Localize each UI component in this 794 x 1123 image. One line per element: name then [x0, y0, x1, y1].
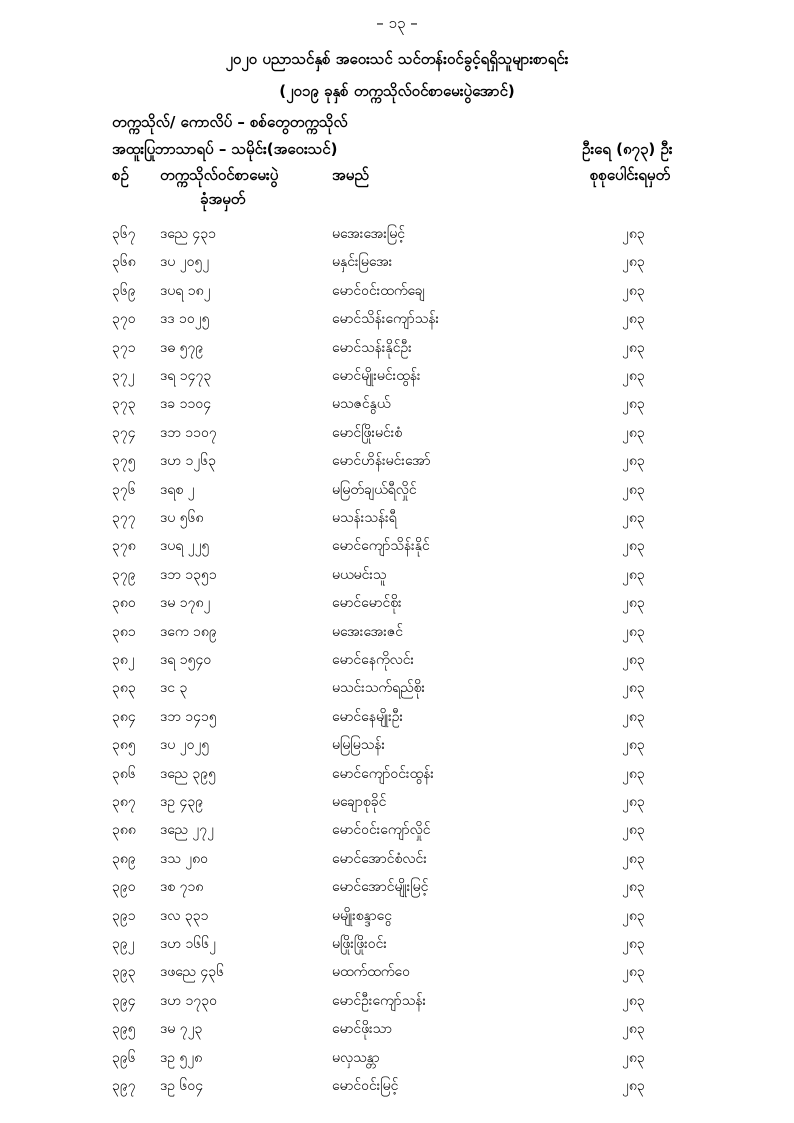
total-score: ၂၈၃: [622, 737, 645, 754]
student-name: မောင်ဝင်းမြင့်: [332, 1078, 399, 1094]
table-row: [0, 394, 794, 422]
table-row: [0, 536, 794, 564]
total-score: ၂၈၃: [622, 822, 645, 839]
student-name: မသဇင်နွယ်: [332, 396, 391, 413]
table-row: [0, 622, 794, 650]
table-row: [0, 224, 794, 252]
table-row: [0, 934, 794, 962]
page-number: – ၁၃ –: [376, 14, 418, 32]
student-name: မောင်ဖိုးသာ: [332, 1021, 392, 1038]
row-number: ၃၇၉: [112, 566, 136, 583]
roll-number: ဒညေ ၄၃၁: [160, 226, 216, 242]
roll-number: ဒဟ ၁၂၆၃: [160, 453, 216, 470]
student-name: မောင်မောင်စိုး: [332, 595, 402, 612]
roll-number: ဒဓ ၅၇၉: [160, 339, 204, 356]
table-row: [0, 480, 794, 508]
student-name: မောင်အောင်မျိုးမြင့်: [332, 879, 429, 896]
roll-number: ဒဘ ၁၁၀၇: [160, 424, 217, 441]
roll-number: ဒညေ ၂၇၂: [160, 822, 214, 839]
roll-number: ဒမ ၇၂၃: [160, 1021, 203, 1038]
roll-number: ဒပ ၂၀၂၅: [160, 737, 210, 754]
row-number: ၃၈၆: [112, 765, 136, 782]
total-score: ၂၈၃: [622, 254, 645, 271]
table-row: [0, 678, 794, 706]
total-score: ၂၈၃: [622, 850, 645, 867]
student-name: မောင်ဖြိုးမင်းစံ: [332, 424, 403, 441]
header-roll-line2: ခုံအမှတ်: [200, 190, 246, 208]
table-row: [0, 338, 794, 366]
roll-number: ဒဥ ၄၃၉: [160, 794, 204, 810]
document-title: ၂၀၂၀ ပညာသင်နှစ် အဝေးသင် သင်တန်းဝင်ခွင့်ရရှိသူများစာရင်း: [225, 50, 569, 68]
student-name: မောင်ဝင်းကျော်လှိုင်: [332, 822, 431, 839]
total-score: ၂၈၃: [622, 1021, 645, 1038]
total-score: ၂၈၃: [622, 879, 645, 896]
total-score: ၂၈၃: [622, 538, 645, 555]
table-row: [0, 849, 794, 877]
student-name: မောင်ကျော်သိန်းနိုင်: [332, 538, 430, 555]
student-name: မသင်းသက်ရည်စိုး: [332, 680, 426, 697]
table-row: [0, 962, 794, 990]
roll-number: ဒဒ ၁၀၂၅: [160, 311, 210, 328]
table-row: [0, 650, 794, 678]
total-score: ၂၈၃: [622, 282, 645, 299]
header-total: စုစုပေါင်းရမှတ်: [590, 166, 671, 184]
row-number: ၃၉၅: [112, 1021, 136, 1038]
row-number: ၃၈၉: [112, 850, 136, 867]
table-row: [0, 508, 794, 536]
table-row: [0, 792, 794, 820]
row-number: ၃၇၈: [112, 538, 136, 555]
table-row: [0, 1076, 794, 1104]
student-name: မထက်ထက်ဝေ: [332, 964, 410, 981]
total-score: ၂၈၃: [622, 510, 645, 526]
row-number: ၃၉၄: [112, 992, 136, 1009]
roll-number: ဒစ ၇၁၈: [160, 879, 204, 896]
table-row: [0, 451, 794, 479]
student-name: မောင်နေမျိုးဦး: [332, 708, 404, 725]
student-name: မောင်သိန်းကျော်သန်း: [332, 311, 440, 328]
table-row: [0, 565, 794, 593]
total-score: ၂၈၃: [622, 396, 645, 413]
roll-number: ဒရ ၁၄၇၃: [160, 368, 212, 384]
student-name: မောင်ဝင်းထက်ချေ: [332, 282, 425, 299]
table-row: [0, 991, 794, 1019]
row-number: ၃၇၃: [112, 396, 136, 413]
total-score: ၂၈၃: [622, 339, 645, 356]
row-number: ၃၇၆: [112, 481, 136, 498]
roll-number: ဒဥ ၅၂၈: [160, 1049, 203, 1066]
table-row: [0, 252, 794, 280]
student-name: မမြမြသန်း: [332, 737, 386, 754]
student-name: မလှသန္တာ: [332, 1049, 380, 1066]
roll-number: ဒဖညေ ၄၃၆: [160, 964, 224, 981]
university-line: တက္ကသိုလ်/ ကောလိပ် – စစ်တွေတက္ကသိုလ်: [112, 113, 348, 131]
table-row: [0, 366, 794, 394]
student-name: မအေးအေးမြင့်: [332, 226, 406, 242]
roll-number: ဒပရ ၁၈၂: [160, 282, 211, 299]
roll-number: ဒညေ ၃၉၅: [160, 765, 216, 782]
student-name: မမြတ်ချယ်ရီလှိုင်: [332, 481, 417, 498]
roll-number: ဒဘ ၁၄၁၅: [160, 708, 217, 725]
roll-number: ဒမ ၁၇၈၂: [160, 595, 211, 612]
total-score: ၂၈၃: [622, 1049, 645, 1066]
document-subtitle: (၂၀၁၉ ခုနှစ် တက္ကသိုလ်ဝင်စာမေးပွဲအောင်): [279, 82, 515, 100]
row-number: ၃၈၅: [112, 737, 136, 754]
roll-number: ဒဘ ၁၃၅၁: [160, 566, 217, 583]
table-row: [0, 281, 794, 309]
row-number: ၃၇၅: [112, 453, 136, 470]
row-number: ၃၆၉: [112, 282, 136, 299]
total-score: ၂၈၃: [622, 765, 645, 782]
student-name: မဖြိုးဖြိုးဝင်း: [332, 936, 387, 952]
header-no: စဉ်: [112, 166, 129, 184]
total-score: ၂၈၃: [622, 964, 645, 981]
roll-number: ဒကေ ၁၈၉: [160, 623, 217, 640]
table-row: [0, 820, 794, 848]
total-score: ၂၈၃: [622, 652, 645, 668]
table-row: [0, 309, 794, 337]
total-score: ၂၈၃: [622, 226, 645, 242]
row-number: ၃၇၂: [112, 368, 135, 384]
total-score: ၂၈၃: [622, 368, 645, 384]
student-name: မမျိုးစန္ဒာငွေ: [332, 907, 393, 924]
total-score: ၂၈၃: [622, 481, 645, 498]
row-number: ၃၇၀: [112, 311, 136, 328]
row-number: ၃၉၂: [112, 936, 135, 952]
count-label: ဦးရေ (၈၇၃) ဦး: [582, 140, 673, 158]
student-name: မအေးအေးဇင်: [332, 623, 404, 640]
row-number: ၃၈၀: [112, 595, 136, 612]
row-number: ၃၉၀: [112, 879, 136, 896]
roll-number: ဒရ ၁၅၄၀: [160, 652, 212, 668]
row-number: ၃၈၄: [112, 708, 136, 725]
total-score: ၂၈၃: [622, 595, 645, 612]
roll-number: ဒပ ၂၀၅၂: [160, 254, 210, 271]
roll-number: ဒင ၃: [160, 680, 188, 697]
total-score: ၂၈၃: [622, 936, 645, 952]
row-number: ၃၆၇: [112, 226, 136, 242]
roll-number: ဒသ ၂၈၀: [160, 850, 209, 867]
row-number: ၃၈၈: [112, 822, 136, 839]
roll-number: ဒပရ ၂၂၅: [160, 538, 210, 555]
table-row: [0, 423, 794, 451]
table-row: [0, 707, 794, 735]
table-row: [0, 764, 794, 792]
total-score: ၂၈၃: [622, 424, 645, 441]
roll-number: ဒဥ ၆၀၄: [160, 1078, 204, 1094]
table-row: [0, 1019, 794, 1047]
total-score: ၂၈၃: [622, 623, 645, 640]
table-row: [0, 1048, 794, 1076]
student-name: မောင်အောင်စံလင်း: [332, 850, 427, 867]
row-number: ၃၈၂: [112, 652, 135, 668]
total-score: ၂၈၃: [622, 794, 645, 810]
student-name: မနှင်းမြအေး: [332, 254, 393, 271]
student-name: မသန်းသန်းရီ: [332, 510, 397, 526]
subject-line: အထူးပြုဘာသာရပ် – သမိုင်း(အဝေးသင်): [112, 140, 338, 158]
table-row: [0, 735, 794, 763]
row-number: ၃၉၇: [112, 1078, 136, 1094]
table-row: [0, 593, 794, 621]
row-number: ၃၉၃: [112, 964, 136, 981]
total-score: ၂၈၃: [622, 1078, 645, 1094]
student-name: မောင်ဦးကျော်သန်း: [332, 992, 427, 1009]
row-number: ၃၈၁: [112, 623, 136, 640]
total-score: ၂၈၃: [622, 992, 645, 1009]
total-score: ၂၈၃: [622, 708, 645, 725]
roll-number: ဒဟ ၁၆၆၂: [160, 936, 216, 952]
row-number: ၃၇၄: [112, 424, 136, 441]
row-number: ၃၉၆: [112, 1049, 136, 1066]
table-row: [0, 906, 794, 934]
table-row: [0, 877, 794, 905]
student-name: မောင်ကျော်ဝင်းထွန်း: [332, 765, 434, 782]
roll-number: ဒပ ၅၆၈: [160, 510, 204, 526]
roll-number: ဒခ ၁၁၀၄: [160, 396, 212, 413]
roll-number: ဒလ ၃၃၁: [160, 907, 209, 924]
student-name: မချောစုခိုင်: [332, 794, 387, 810]
row-number: ၃၇၇: [112, 510, 136, 526]
student-name: မောင်သန်းနိုင်ဦး: [332, 339, 412, 356]
total-score: ၂၈၃: [622, 453, 645, 470]
row-number: ၃၉၁: [112, 907, 136, 924]
student-name: မယမင်းသူ: [332, 566, 387, 583]
total-score: ၂၈၃: [622, 566, 645, 583]
student-name: မောင်မျိုးမင်းထွန်း: [332, 368, 421, 384]
roll-number: ဒဟ ၁၇၃၀: [160, 992, 217, 1009]
roll-number: ဒရစ ၂: [160, 481, 195, 498]
row-number: ၃၈၃: [112, 680, 136, 697]
total-score: ၂၈၃: [622, 311, 645, 328]
student-name: မောင်ဟိန်းမင်းအော်: [332, 453, 431, 470]
total-score: ၂၈၃: [622, 907, 645, 924]
row-number: ၃၈၇: [112, 794, 136, 810]
header-roll: တက္ကသိုလ်ဝင်စာမေးပွဲ: [160, 166, 279, 184]
header-name: အမည်: [332, 166, 369, 184]
total-score: ၂၈၃: [622, 680, 645, 697]
row-number: ၃၆၈: [112, 254, 136, 271]
row-number: ၃၇၁: [112, 339, 136, 356]
student-name: မောင်နေကိုလင်း: [332, 652, 415, 668]
